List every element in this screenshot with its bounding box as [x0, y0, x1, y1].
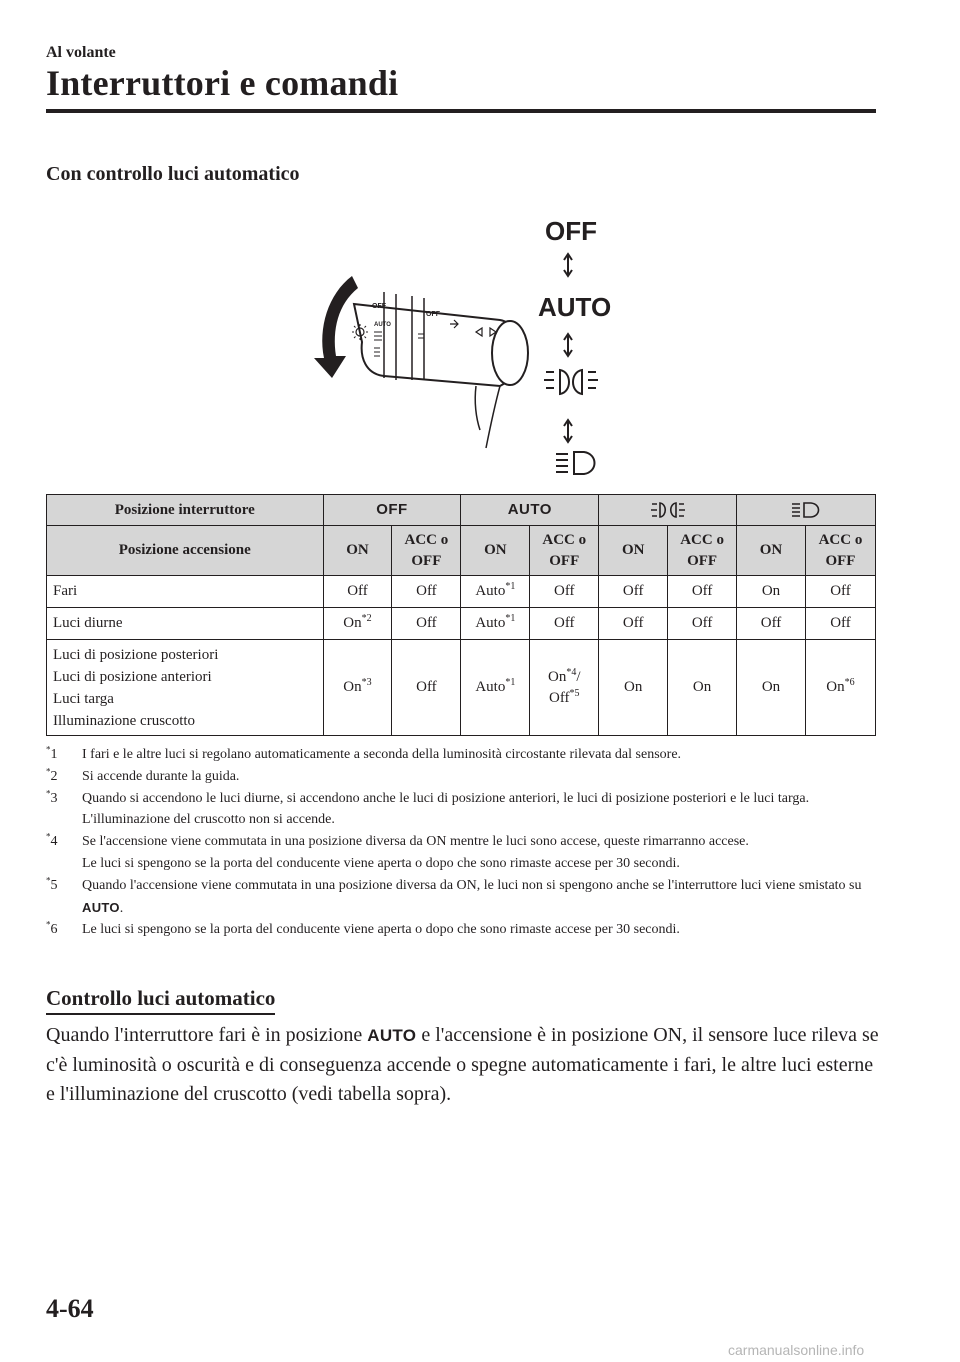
footnotes	[46, 744, 876, 941]
table-cell: Off	[599, 608, 668, 640]
ignition-cell: ACC o OFF	[392, 526, 461, 576]
body-paragraph: Quando l'interruttore fari è in posizione AUTO e l'accensione è in posizione ON, il sensore luce rileva se c'è luminosità o oscurità e di conseguenza accende o spegne automaticamente i fari, le altre luci esterne e l'illuminazione del cruscotto (vedi tabella sopra).	[46, 1024, 879, 1105]
footnote: *5 Quando l'accensione viene commutata in una posizione diversa da ON, le luci non si spengono anche se l'interruttore luci viene smistato su AUTO.	[46, 875, 862, 916]
table-cell: On	[668, 640, 737, 736]
light-status-table	[46, 494, 876, 736]
light-switch-illustration	[300, 208, 640, 486]
table-cell: Off	[737, 608, 806, 640]
title-rule	[46, 109, 876, 113]
table-cell: Off	[530, 576, 599, 608]
headlight-low-beam-icon	[791, 501, 821, 519]
table-cell: On	[737, 640, 806, 736]
ignition-cell: ACC o OFF	[530, 526, 599, 576]
switch-position-header: Posizione interruttore	[47, 495, 324, 526]
figure-auto-label: AUTO	[538, 292, 612, 322]
table-cell: On$^{*3}$	[323, 640, 392, 736]
row-label: Luci di posizione posteriori Luci di posizione anteriori Luci targa Illuminazione cruscotto	[47, 640, 324, 736]
table-cell: Auto$^{*1}$	[461, 576, 530, 608]
subsection-title: Controllo luci automatico	[46, 984, 275, 1015]
table-row	[47, 576, 876, 608]
footnote: *1 I fari e le altre luci si regolano automaticamente a seconda della luminosità circostante rilevata dal sensore.	[46, 744, 682, 762]
footnote: *6 Le luci si spengono se la porta del conducente viene aperta o dopo che sono rimaste accese per 30 secondi.	[46, 919, 680, 938]
table-cell: On$^{*4}$/ Off$^{*5}$	[530, 640, 599, 736]
ignition-cell: ON	[599, 526, 668, 576]
footnote: *2 Si accende durante la guida.	[46, 766, 240, 784]
row-label: Fari	[47, 576, 324, 608]
table-cell: Off	[805, 576, 875, 608]
table-cell: Off	[323, 576, 392, 608]
double-arrow-icon	[564, 334, 572, 356]
table-cell: On$^{*6}$	[805, 640, 875, 736]
table-cell: Off	[668, 576, 737, 608]
table-cell: Off	[392, 640, 461, 736]
ignition-position-header: Posizione accensione	[47, 526, 324, 576]
table-cell: Off	[530, 608, 599, 640]
table-cell: Off	[668, 608, 737, 640]
table-cell: Off	[599, 576, 668, 608]
switch-off-header: OFF	[323, 495, 461, 526]
parking-light-icon	[651, 501, 685, 519]
switch-auto-header: AUTO	[461, 495, 599, 526]
table-cell: Off	[392, 576, 461, 608]
ignition-cell: ACC o OFF	[668, 526, 737, 576]
table-cell: Off	[392, 608, 461, 640]
figure-off-label: OFF	[545, 216, 597, 246]
auto-symbol: AUTO	[82, 899, 120, 915]
table-cell: On	[599, 640, 668, 736]
page-number: 4-64	[46, 1294, 94, 1323]
watermark: carmanualsonline.info	[728, 1342, 865, 1358]
rotation-arrow-icon	[314, 276, 358, 378]
ignition-cell: ON	[323, 526, 392, 576]
headlight-low-beam-icon	[556, 452, 595, 474]
section-title: Con controllo luci automatico	[46, 163, 300, 185]
parking-light-icon	[544, 370, 598, 394]
stalk-off-label-2: OFF	[426, 311, 440, 318]
ignition-cell: ACC o OFF	[805, 526, 875, 576]
table-row	[47, 640, 876, 736]
switch-headlight-header	[737, 495, 876, 526]
auto-symbol: AUTO	[367, 1026, 417, 1045]
page-title: Interruttori e comandi	[46, 63, 399, 103]
table-cell: On	[737, 576, 806, 608]
footnote: *3 Quando si accendono le luci diurne, si accendono anche le luci di posizione anteriori, le luci di posizione posteriori e le luci targa. L'illuminazione del cruscotto non si accende.	[46, 787, 810, 828]
table-cell: Auto$^{*1}$	[461, 640, 530, 736]
table-cell: Off	[805, 608, 875, 640]
table-cell: On$^{*2}$	[323, 608, 392, 640]
breadcrumb: Al volante	[46, 44, 116, 61]
table-cell: Auto$^{*1}$	[461, 608, 530, 640]
ignition-cell: ON	[737, 526, 806, 576]
table-row	[47, 608, 876, 640]
row-label: Luci diurne	[47, 608, 324, 640]
double-arrow-icon	[564, 254, 572, 276]
switch-parking-header	[599, 495, 737, 526]
ignition-cell: ON	[461, 526, 530, 576]
stalk-auto-label: AUTO	[374, 322, 391, 328]
stalk-off-label: OFF	[372, 303, 386, 310]
double-arrow-icon	[564, 420, 572, 442]
footnote: *4 Se l'accensione viene commutata in una posizione diversa da ON mentre le luci sono accese, queste rimarranno accese. Le luci si spengono se la porta del conducente viene aperta o dopo che sono rimaste accese per 30 secondi.	[46, 831, 749, 871]
